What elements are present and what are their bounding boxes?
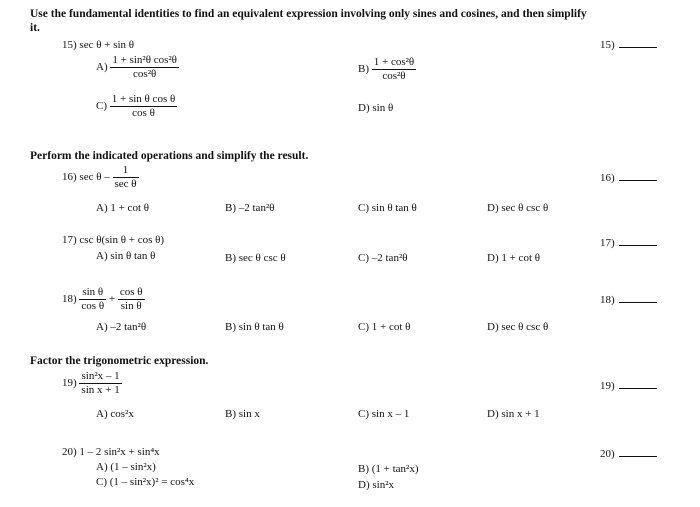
choice-17c[interactable]: C) –2 tan²θ xyxy=(358,252,408,264)
choice-20c[interactable]: C) (1 – sin²x)² = cos⁴x xyxy=(96,476,195,488)
question-20 xyxy=(62,446,160,458)
choice-text: sin θ xyxy=(372,102,394,114)
choice-18d[interactable]: D) sec θ csc θ xyxy=(487,321,549,333)
answer-blank[interactable] xyxy=(619,245,657,246)
choice-20a[interactable]: A) (1 – sin²x) xyxy=(96,461,156,473)
choice-letter: C) xyxy=(96,100,107,113)
choice-18b[interactable]: B) sin θ tan θ xyxy=(225,321,284,333)
instructions-identities-cont: it. xyxy=(30,22,40,34)
question-number: 15) xyxy=(62,39,77,51)
answer-blank[interactable] xyxy=(619,47,657,48)
choice-15a[interactable] xyxy=(96,54,179,81)
question-15 xyxy=(62,39,134,51)
denominator: sec θ xyxy=(114,178,137,190)
choice-16c[interactable]: C) sin θ tan θ xyxy=(358,202,417,214)
question-number: 16) xyxy=(62,171,77,184)
instructions-operations: Perform the indicated operations and simplify the result. xyxy=(30,150,309,162)
choice-letter: D) xyxy=(358,102,370,114)
question-18 xyxy=(62,286,145,313)
fraction xyxy=(110,54,179,81)
question-number: 17) xyxy=(62,234,77,246)
fraction xyxy=(372,56,416,83)
answer-slot-15[interactable] xyxy=(600,39,657,51)
denominator: sin x + 1 xyxy=(81,384,120,396)
answer-slot-17[interactable] xyxy=(600,237,657,249)
numerator: 1 + cos²θ xyxy=(373,56,415,68)
choice-19b[interactable]: B) sin x xyxy=(225,408,260,420)
question-16 xyxy=(62,164,139,191)
question-17 xyxy=(62,234,164,246)
choice-letter: B) xyxy=(358,63,369,76)
numerator: 1 + sin²θ cos²θ xyxy=(112,54,177,66)
fraction xyxy=(110,93,178,120)
choice-19c[interactable]: C) sin x – 1 xyxy=(358,408,410,420)
question-expression-lead: sec θ – xyxy=(79,171,110,184)
answer-blank[interactable] xyxy=(619,180,657,181)
answer-slot-20[interactable] xyxy=(600,448,657,460)
fraction xyxy=(79,370,121,397)
choice-20d[interactable]: D) sin²x xyxy=(358,479,394,491)
choice-15c[interactable] xyxy=(96,93,177,120)
denominator: cos θ xyxy=(81,300,105,312)
answer-slot-18[interactable] xyxy=(600,294,657,306)
denominator: cos²θ xyxy=(382,70,406,82)
choice-17b[interactable]: B) sec θ csc θ xyxy=(225,252,286,264)
answer-label: 19) xyxy=(600,380,615,392)
answer-blank[interactable] xyxy=(619,388,657,389)
choice-17a[interactable]: A) sin θ tan θ xyxy=(96,250,156,262)
instructions-factor: Factor the trigonometric expression. xyxy=(30,355,209,367)
answer-slot-19[interactable] xyxy=(600,380,657,392)
choice-20b[interactable]: B) (1 + tan²x) xyxy=(358,463,419,475)
numerator: sin²x – 1 xyxy=(79,370,121,384)
question-expression: sec θ + sin θ xyxy=(79,39,135,51)
question-number: 19) xyxy=(62,377,77,390)
denominator: cos²θ xyxy=(133,68,157,80)
question-number: 20) xyxy=(62,446,77,458)
choice-19a[interactable]: A) cos²x xyxy=(96,408,134,420)
numerator: sin θ xyxy=(79,286,106,300)
answer-label: 20) xyxy=(600,448,615,460)
choice-18c[interactable]: C) 1 + cot θ xyxy=(358,321,411,333)
choice-16d[interactable]: D) sec θ csc θ xyxy=(487,202,549,214)
choice-15d[interactable] xyxy=(358,102,393,114)
question-expression: 1 – 2 sin²x + sin⁴x xyxy=(79,446,160,458)
question-number: 18) xyxy=(62,293,77,306)
plus-sign: + xyxy=(108,293,116,306)
question-expression: csc θ(sin θ + cos θ) xyxy=(79,234,165,246)
answer-blank[interactable] xyxy=(619,302,657,303)
question-19 xyxy=(62,370,122,397)
numerator: 1 xyxy=(113,164,139,178)
instructions-identities: Use the fundamental identities to find an equivalent expression involving only sines and cosines, and then simplify xyxy=(30,8,587,20)
answer-slot-16[interactable] xyxy=(600,172,657,184)
answer-label: 16) xyxy=(600,172,615,184)
choice-19d[interactable]: D) sin x + 1 xyxy=(487,408,540,420)
numerator: 1 + sin θ cos θ xyxy=(111,93,176,105)
choice-17d[interactable]: D) 1 + cot θ xyxy=(487,252,541,264)
fraction xyxy=(113,164,139,191)
answer-blank[interactable] xyxy=(619,456,657,457)
numerator: cos θ xyxy=(119,286,143,298)
answer-label: 17) xyxy=(600,237,615,249)
denominator: sin θ xyxy=(120,300,142,312)
choice-16a[interactable]: A) 1 + cot θ xyxy=(96,202,150,214)
fraction-2 xyxy=(118,286,145,313)
choice-15b[interactable] xyxy=(358,56,416,83)
choice-16b[interactable]: B) –2 tan²θ xyxy=(225,202,275,214)
answer-label: 15) xyxy=(600,39,615,51)
answer-label: 18) xyxy=(600,294,615,306)
choice-letter: A) xyxy=(96,61,108,74)
choice-18a[interactable]: A) –2 tan²θ xyxy=(96,321,147,333)
denominator: cos θ xyxy=(132,107,155,119)
fraction-1 xyxy=(79,286,106,313)
